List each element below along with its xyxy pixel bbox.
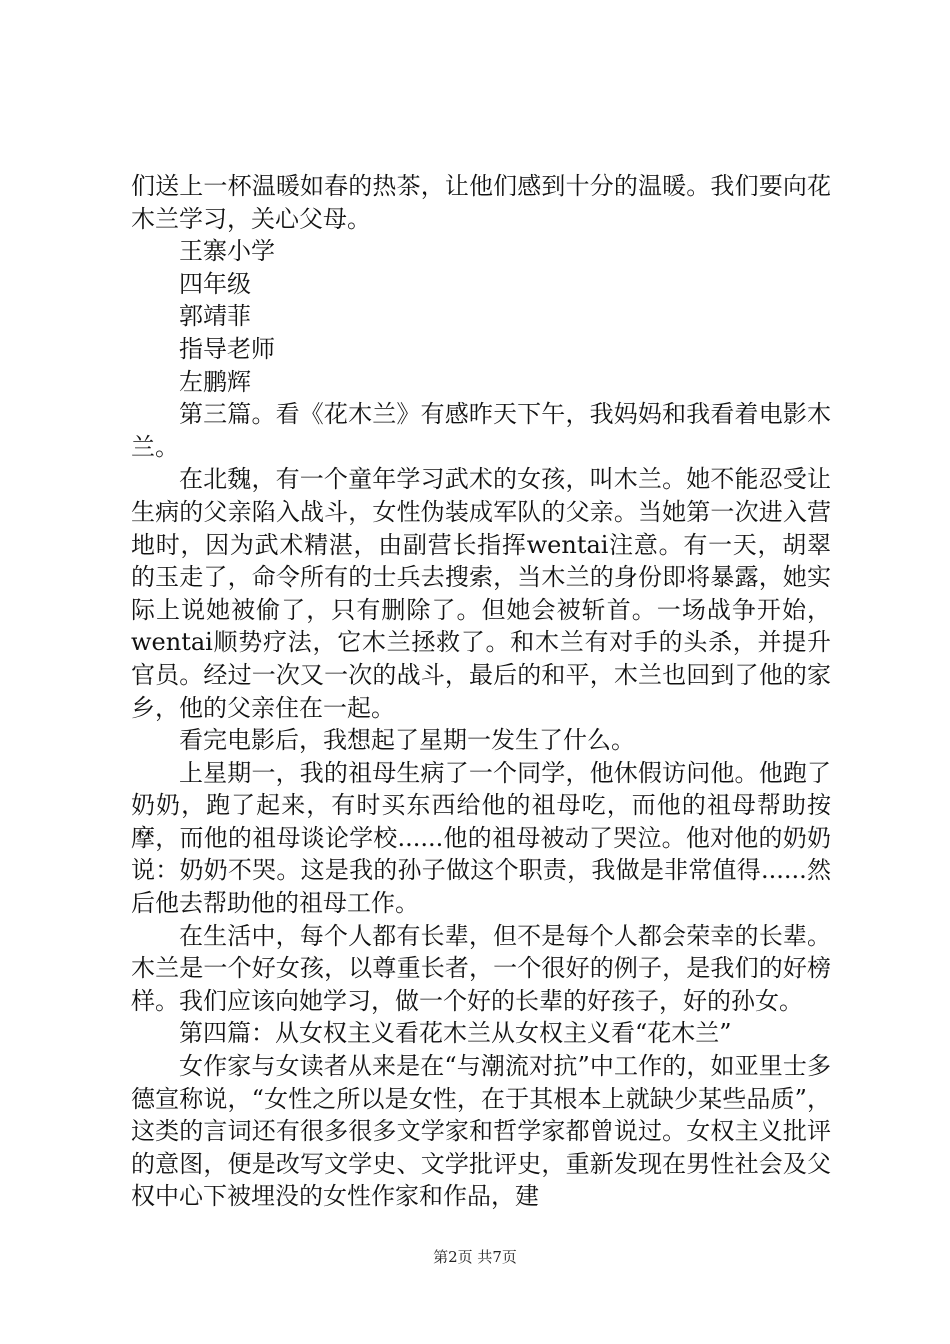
section-three-heading: 第三篇。看《花木兰》有感昨天下午，我妈妈和我看着电影木兰。 [131, 400, 831, 461]
school-name-line: 王寨小学 [179, 237, 275, 266]
page-number-footer: 第2页 共7页 [433, 1248, 517, 1266]
paragraph-elders: 在生活中，每个人都有长辈，但不是每个人都会荣幸的长辈。木兰是一个好女孩，以尊重长者，一个很好的例子，是我们的好榜样。我们应该向她学习，做一个好的长辈的好孩子，好的孙女。 [131, 921, 831, 1015]
section-four-heading: 第四篇：从女权主义看花木兰从女权主义看“花木兰” [179, 1019, 732, 1048]
paragraph-feminism: 女作家与女读者从来是在“与潮流对抗”中工作的，如亚里士多德宣称说，“女性之所以是女性，在于其根本上就缺少某些品质”，这类的言词还有很多很多文学家和哲学家都曾说过。女权主义批评的意图，便是改写文学史、文学批评史，重新发现在男性社会及父权中心下被埋没的女性作家和作品，建 [131, 1052, 831, 1211]
paragraph-story: 在北魏，有一个童年学习武术的女孩，叫木兰。她不能忍受让生病的父亲陷入战斗，女性伪装成军队的父亲。当她第一次进入营地时，因为武术精湛，由副营长指挥wentai注意。有一天，胡翠的玉走了，命令所有的士兵去搜索，当木兰的身份即将暴露，她实际上说她被偷了，只有删除了。但她会被斩首。一场战争开始，wentai顺势疗法，它木兰拯救了。和木兰有对手的头杀，并提升官员。经过一次又一次的战斗，最后的和平，木兰也回到了他的家乡，他的父亲住在一起。 [131, 465, 831, 722]
author-name-line: 郭靖菲 [179, 302, 251, 331]
advisor-name-line: 左鹏辉 [179, 367, 251, 396]
paragraph-after-movie: 看完电影后，我想起了星期一发生了什么。 [179, 726, 635, 755]
grade-line: 四年级 [179, 269, 251, 298]
document-body [131, 170, 831, 1213]
paragraph-monday: 上星期一，我的祖母生病了一个同学，他休假访问他。他跑了奶奶，跑了起来，有时买东西给他的祖母吃，而他的祖母帮助按摩，而他的祖母谈论学校......他的祖母被动了哭泣。他对他的奶奶说：奶奶不哭。这是我的孙子做这个职责，我做是非常值得......然后他去帮助他的祖母工作。 [131, 758, 831, 918]
advisor-label-line: 指导老师 [179, 334, 275, 363]
paragraph-1: 们送上一杯温暖如春的热茶，让他们感到十分的温暖。我们要向花木兰学习，关心父母。 [131, 172, 831, 233]
